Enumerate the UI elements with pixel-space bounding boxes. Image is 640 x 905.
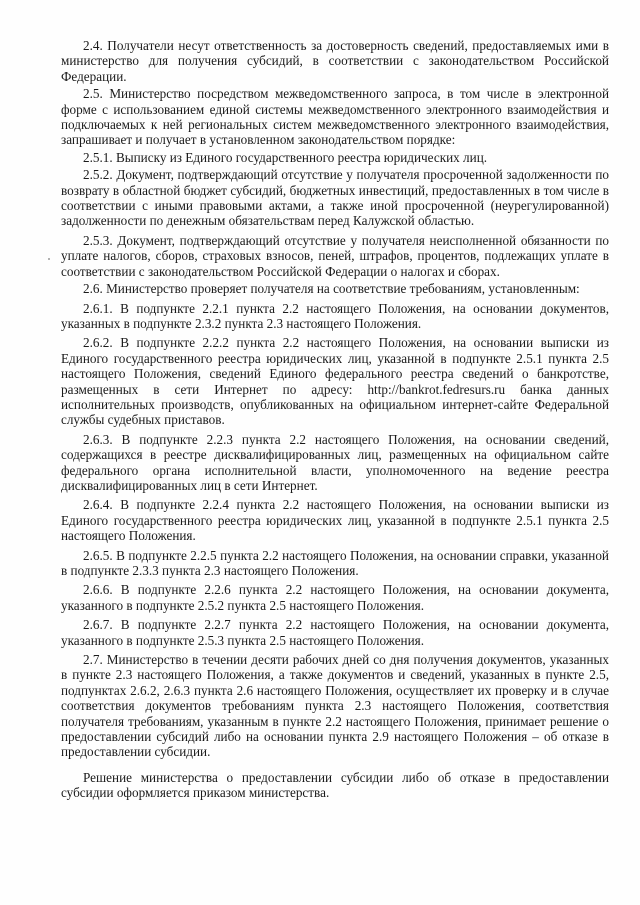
- paragraph-2-6-5: 2.6.5. В подпункте 2.2.5 пункта 2.2 настоящего Положения, на основании справки, указанной в подпункте 2.3.3 пункта 2.3 настоящего Положения.: [61, 547, 609, 578]
- paragraph-2-6: 2.6. Министерство проверяет получателя на соответствие требованиям, установленным:: [83, 281, 580, 297]
- document-body: [61, 38, 609, 801]
- paragraph-2-6-7: 2.6.7. В подпункте 2.2.7 пункта 2.2 настоящего Положения, на основании документа, указанного в подпункте 2.5.3 пункта 2.5 настоящего Положения.: [61, 617, 609, 648]
- paragraph-2-5-3: 2.5.3. Документ, подтверждающий отсутствие у получателя неисполненной обязанности по уплате налогов, сборов, страховых взносов, пеней, штрафов, процентов, подлежащих уплате в соответствии с законодательством Российской Федерации о налогах и сборах.: [61, 232, 609, 279]
- paragraph-2-6-2: 2.6.2. В подпункте 2.2.2 пункта 2.2 настоящего Положения, на основании выписки из Единого государственного реестра юридических лиц, указанной в подпункте 2.5.1 пункта 2.5 настоящего Положения, сведений Единого федерального реестра сведений о банкротстве, размещенных в сети Интернет по адресу: http://bankrot.fedresurs.ru банка данных исполнительных производств, опубликованных на официальном интернет-сайте Федеральной службы судебных приставов.: [61, 335, 609, 428]
- paragraph-2-6-4: 2.6.4. В подпункте 2.2.4 пункта 2.2 настоящего Положения, на основании выписки из Единого государственного реестра юридических лиц, указанной в подпункте 2.5.1 пункта 2.5 настоящего Положения.: [61, 497, 609, 544]
- paragraph-2-7: 2.7. Министерство в течении десяти рабочих дней со дня получения документов, указанных в пункте 2.3 настоящего Положения, а также документов и сведений, указанных в пункте 2.5, подпунктах 2.6.2, 2.6.3 пункта 2.6 настоящего Положения, осуществляет их проверку и в случае соответствия документов требованиям пункта 2.3 настоящего Положения, соответствия получателя требованиям, указанным в пункте 2.2 настоящего Положения, принимает решение о предоставлении субсидий либо на основании пункта 2.9 настоящего Положения – об отказе в предоставлении субсидии.: [61, 652, 609, 760]
- paragraph-decision: Решение министерства о предоставлении субсидии либо об отказе в предоставлении субсидии оформляется приказом министерства.: [61, 769, 609, 801]
- scan-artifact: [48, 258, 50, 260]
- paragraph-2-6-3: 2.6.3. В подпункте 2.2.3 пункта 2.2 настоящего Положения, на основании сведений, содержащихся в реестре дисквалифицированных лиц, размещенных на официальном сайте федерального органа исполнительной власти, уполномоченного на ведение реестра дисквалифицированных лиц в сети Интернет.: [61, 431, 609, 493]
- paragraph-2-5: 2.5. Министерство посредством межведомственного запроса, в том числе в электронной форме с использованием единой системы межведомственного электронного взаимодействия и подключаемых к ней региональных систем межведомственного электронного взаимодействия, запрашивает и получает в установленном законодательством порядке:: [61, 86, 609, 148]
- paragraph-2-6-6: 2.6.6. В подпункте 2.2.6 пункта 2.2 настоящего Положения, на основании документа, указанного в подпункте 2.5.2 пункта 2.5 настоящего Положения.: [61, 582, 609, 613]
- paragraph-2-4: 2.4. Получатели несут ответственность за достоверность сведений, предоставляемых ими в министерство для получения субсидий, в соответствии с законодательством Российской Федерации.: [61, 38, 609, 84]
- paragraph-2-5-2: 2.5.2. Документ, подтверждающий отсутствие у получателя просроченной задолженности по возврату в областной бюджет субсидий, бюджетных инвестиций, предоставленных в том числе в соответствии с иными правовыми актами, а также иной просроченной (неурегулированной) задолженности по денежным обязательствам перед Калужской областью.: [61, 167, 609, 229]
- paragraph-2-5-1: 2.5.1. Выписку из Единого государственного реестра юридических лиц.: [83, 149, 488, 165]
- paragraph-2-6-1: 2.6.1. В подпункте 2.2.1 пункта 2.2 настоящего Положения, на основании документов, указанных в подпункте 2.3.2 пункта 2.3 настоящего Положения.: [61, 300, 609, 331]
